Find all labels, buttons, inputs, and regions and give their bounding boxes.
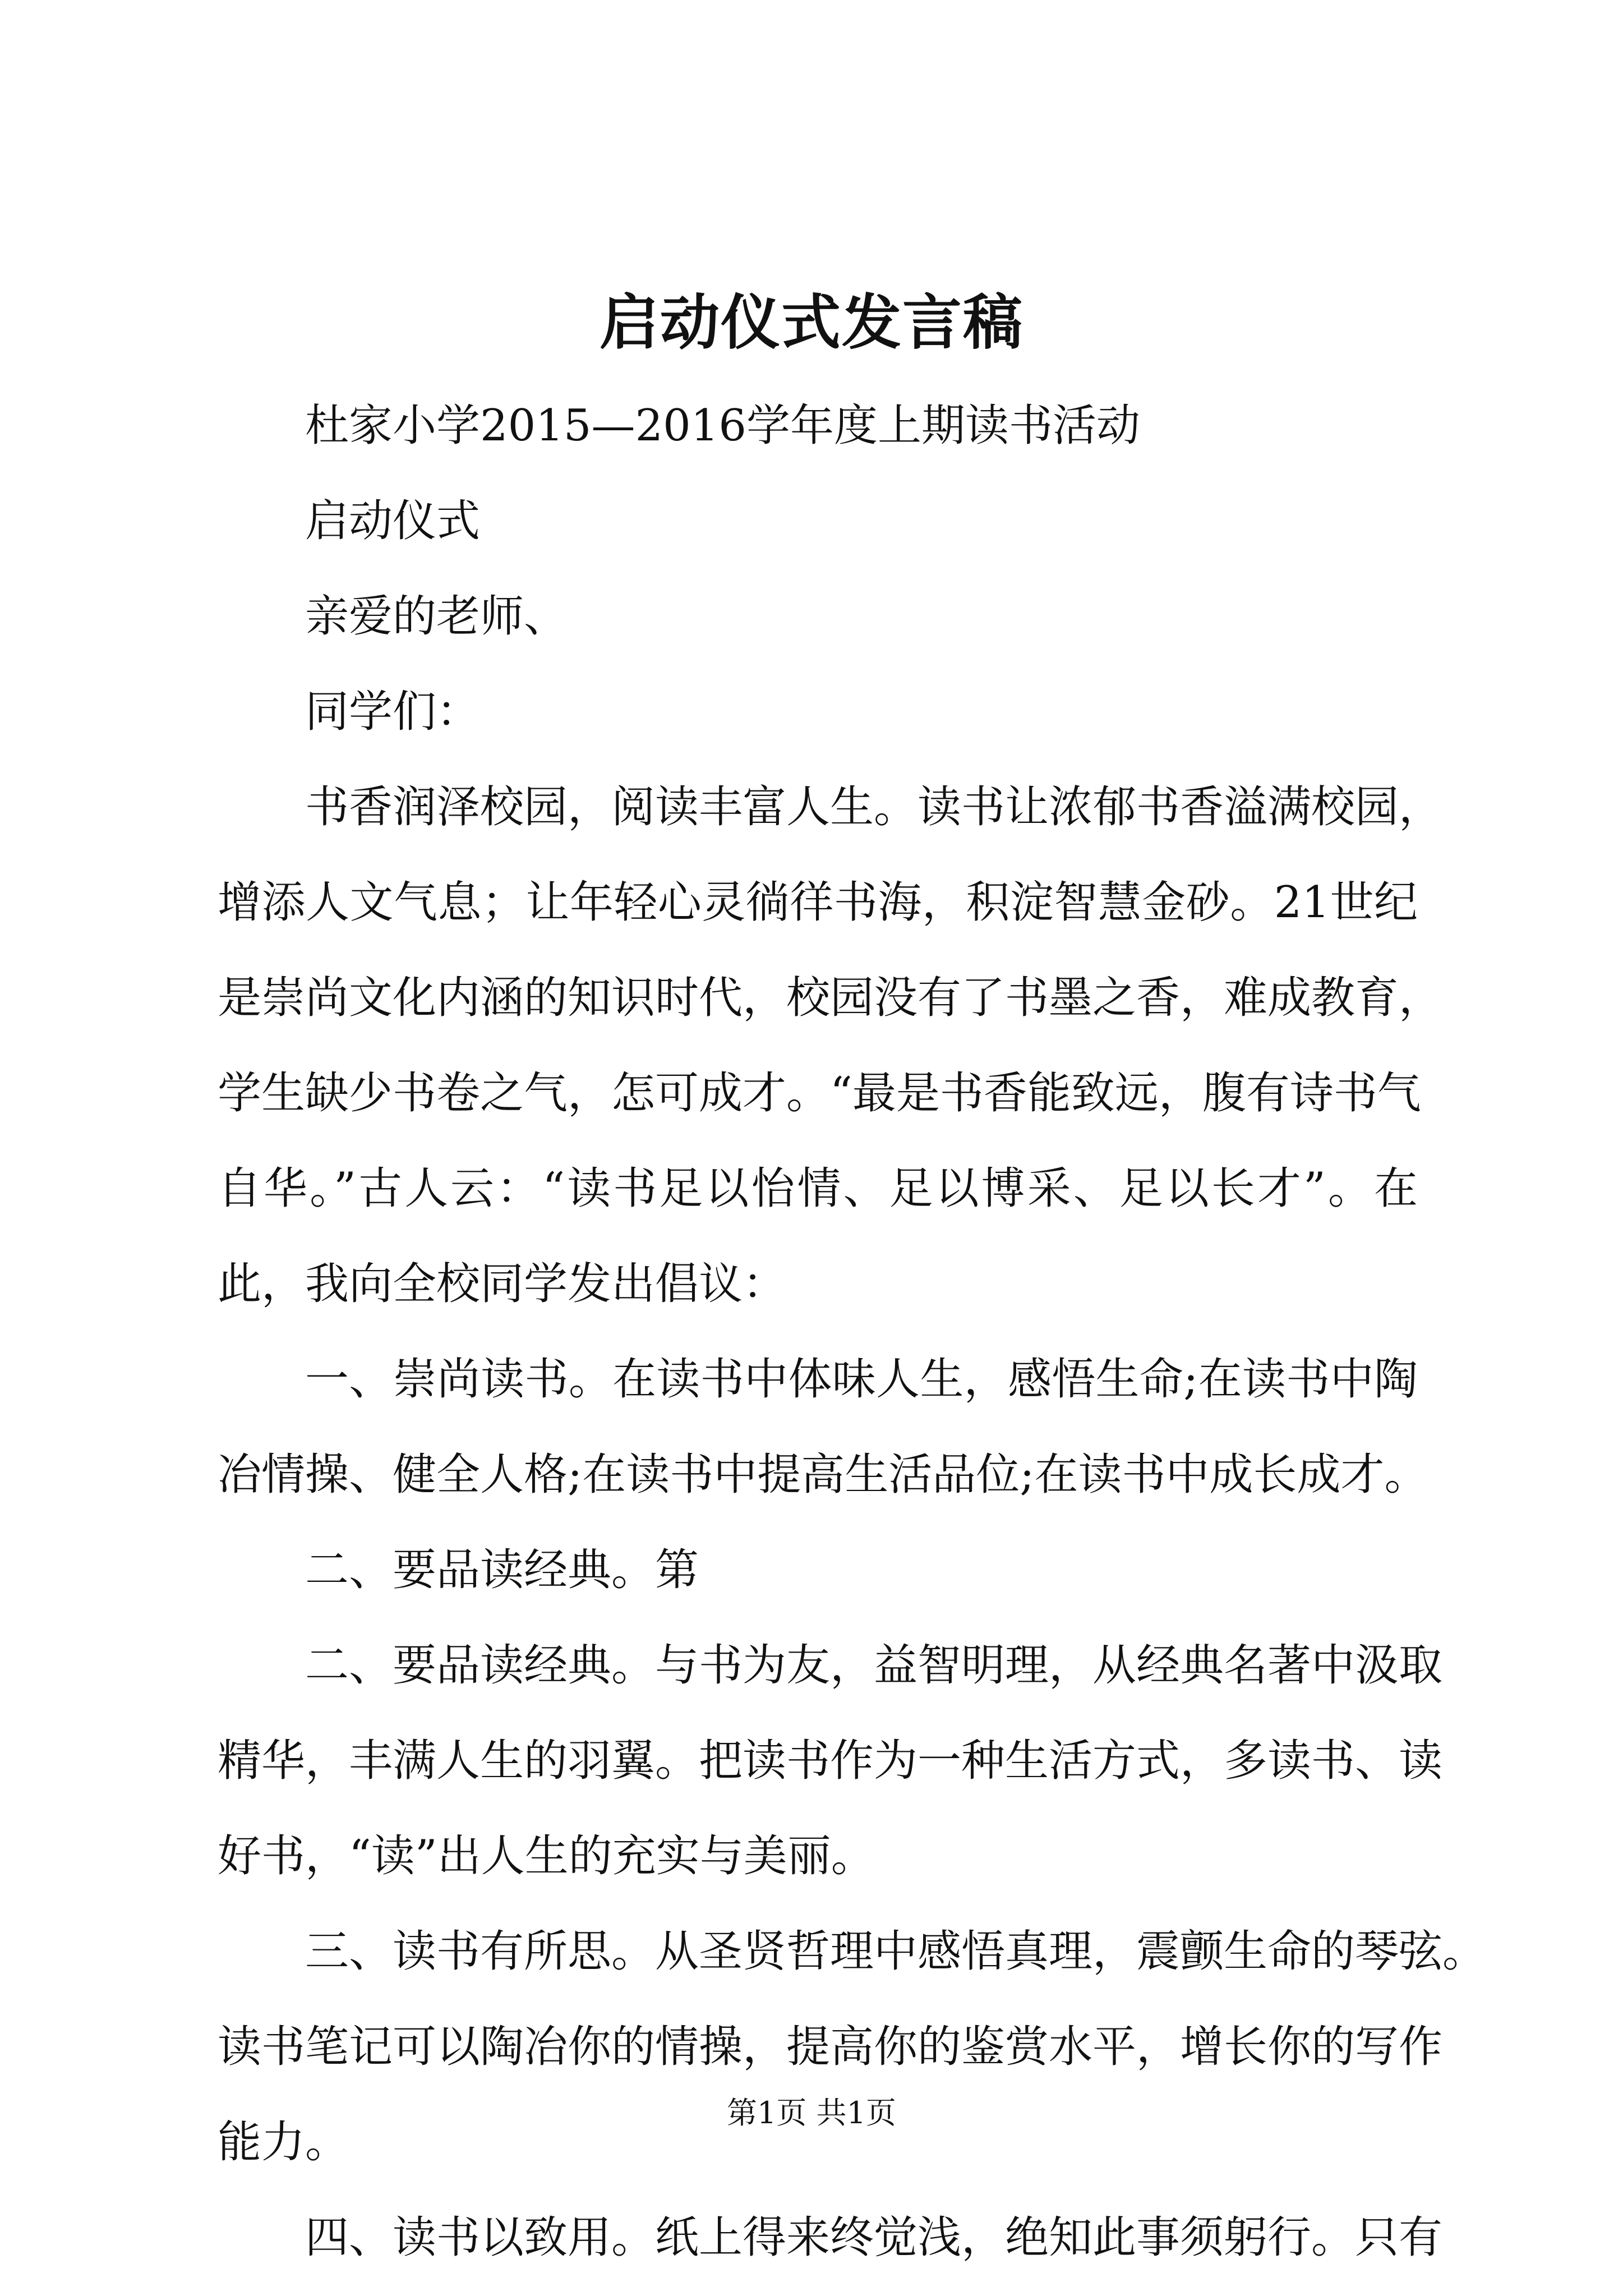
paragraph-line: 此，我向全校同学发出倡议： [218, 1259, 787, 1309]
paragraph-line: 一、崇尚读书。在读书中体味人生，感悟生命;在读书中陶 [305, 1354, 1418, 1405]
paragraph-line: 二、要品读经典。与书为友，益智明理，从经典名著中汲取 [305, 1640, 1443, 1691]
subtitle-line: 杜家小学2015—2016学年度上期读书活动 [305, 401, 1141, 451]
paragraph-line: 三、读书有所思。从圣贤哲理中感悟真理，震颤生命的琴弦。 [305, 1926, 1487, 1977]
paragraph-line: 是崇尚文化内涵的知识时代，校园没有了书墨之香，难成教育， [218, 973, 1443, 1023]
paragraph-line: 能力。 [218, 2117, 349, 2168]
document-body [218, 378, 1487, 2285]
paragraph-line: 学生缺少书卷之气，怎可成才。“最是书香能致远，腹有诗书气 [218, 1068, 1421, 1119]
page-footer: 第1页 共1页 [727, 2095, 896, 2131]
paragraph-line: 二、要品读经典。第 [305, 1545, 699, 1595]
paragraph-line: 四、读书以致用。纸上得来终觉浅，绝知此事须躬行。只有 [305, 2212, 1443, 2263]
paragraph-line: 自华。”古人云：“读书足以怡情、足以博采、足以长才”。在 [218, 1163, 1418, 1214]
salutation-line: 亲爱的老师、 [305, 591, 568, 642]
paragraph-line: 冶情操、健全人格;在读书中提高生活品位;在读书中成长成才。 [218, 1450, 1428, 1500]
paragraph-line: 增添人文气息；让年轻心灵徜徉书海，积淀智慧金砂。21世纪 [218, 877, 1418, 928]
paragraph-line: 书香润泽校园，阅读丰富人生。读书让浓郁书香溢满校园， [305, 782, 1443, 832]
paragraph-line: 好书，“读”出人生的充实与美丽。 [218, 1831, 875, 1881]
salutation-line: 同学们： [305, 687, 481, 737]
document-title: 启动仪式发言稿 [600, 287, 1023, 357]
paragraph-line: 读书笔记可以陶冶你的情操，提高你的鉴赏水平，增长你的写作 [218, 2022, 1443, 2072]
paragraph-line: 精华，丰满人生的羽翼。把读书作为一种生活方式，多读书、读 [218, 1736, 1443, 1786]
subtitle-line: 启动仪式 [305, 496, 481, 546]
